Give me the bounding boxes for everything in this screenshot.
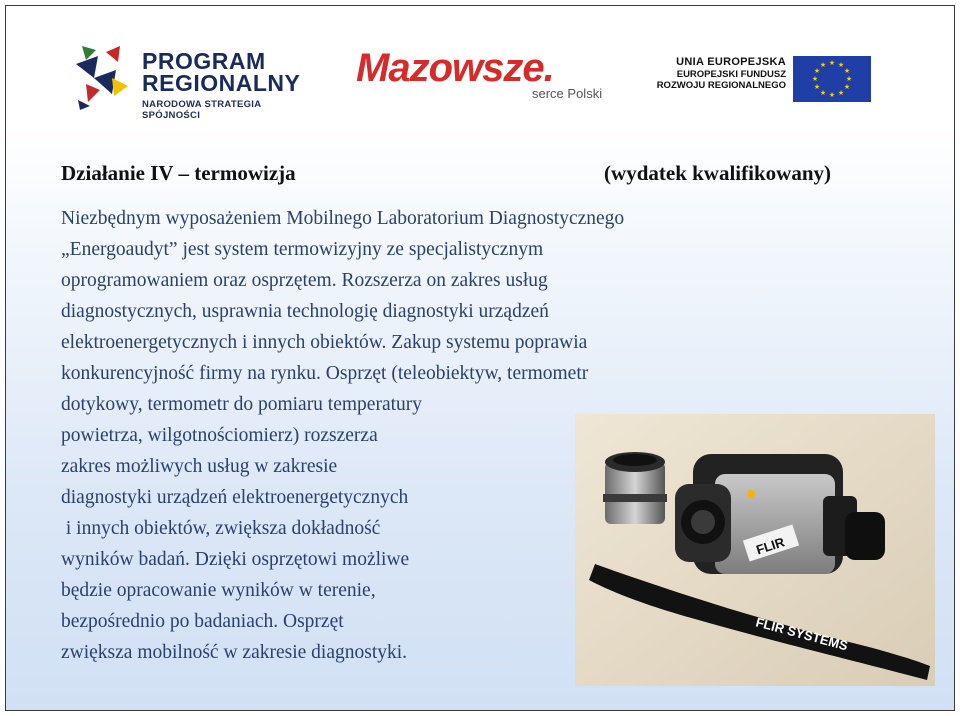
eu-flag-icon [793, 56, 871, 102]
svg-text:★: ★ [828, 91, 836, 99]
body-line: elektroenergetycznych i innych obiektów. Zakup systemu poprawia [61, 332, 588, 353]
svg-text:★: ★ [811, 75, 819, 83]
eu-logo-line1: UNIA EUROPEJSKA [676, 56, 786, 68]
lens-icon [603, 452, 667, 524]
body-line: diagnostyki urządzeń elektroenergetycznych [61, 487, 409, 508]
body-line: powietrza, wilgotnościomierz) rozszerza [61, 425, 378, 446]
mazowsze-logo [356, 46, 616, 108]
eu-logo [648, 56, 878, 104]
svg-text:★: ★ [828, 59, 836, 67]
mazowsze-logo-tagline: serce Polski [532, 86, 603, 101]
svg-text:★: ★ [819, 89, 827, 97]
slide [5, 5, 955, 711]
program-logo-line2: REGIONALNY [142, 70, 301, 96]
body-line: zwiększa mobilność w zakresie diagnostyki. [61, 642, 408, 663]
svg-text:★: ★ [819, 61, 827, 69]
heading-title: Działanie IV – termowizja [61, 161, 296, 185]
star-logo-icon [76, 44, 130, 110]
body-line: „Energoaudyt” jest system termowizyjny ze specjalistycznym [61, 239, 544, 260]
program-regionalny-logo [76, 44, 316, 121]
svg-text:★: ★ [843, 67, 851, 75]
body-line: wyników badań. Dzięki osprzętowi możliwe [61, 549, 410, 570]
svg-text:★: ★ [813, 83, 821, 91]
svg-text:★: ★ [837, 89, 845, 97]
svg-text:★: ★ [843, 83, 851, 91]
body-line: oprogramowaniem oraz osprzętem. Rozszerza on zakres usług [61, 270, 548, 291]
body-line: będzie opracowanie wyników w terenie, [61, 580, 376, 601]
body-line: konkurencyjność firmy na rynku. Osprzęt (teleobiektyw, termometr [61, 363, 589, 384]
program-logo-line1: PROGRAM [142, 48, 266, 74]
camera-brand-label: FLIR [754, 534, 787, 558]
body-line: diagnostycznych, usprawnia technologię diagnostyki urządzeń [61, 301, 549, 322]
section-heading [61, 161, 831, 191]
body-line: i innych obiektów, zwiększa dokładność [61, 518, 381, 539]
heading-qualifier: (wydatek kwalifikowany) [604, 161, 831, 185]
eu-logo-line3: ROZWOJU REGIONALNEGO [656, 80, 786, 91]
program-logo-line3: NARODOWA STRATEGIA SPÓJNOŚCI [142, 99, 262, 121]
mazowsze-logo-word: Mazowsze. [356, 46, 554, 90]
body-line: bezpośrednio po badaniach. Osprzęt [61, 611, 344, 632]
svg-text:★: ★ [837, 61, 845, 69]
thermal-camera-photo [575, 414, 935, 686]
strap-brand-label: FLIR SYSTEMS [754, 614, 850, 654]
svg-text:★: ★ [845, 75, 853, 83]
eu-logo-line2: EUROPEJSKI FUNDUSZ [676, 69, 786, 80]
body-line: Niezbędnym wyposażeniem Mobilnego Laboratorium Diagnostycznego [61, 208, 625, 229]
svg-text:★: ★ [813, 67, 821, 75]
body-line: zakres możliwych usług w zakresie [61, 456, 338, 477]
body-line: dotykowy, termometr do pomiaru temperatury [61, 394, 423, 415]
